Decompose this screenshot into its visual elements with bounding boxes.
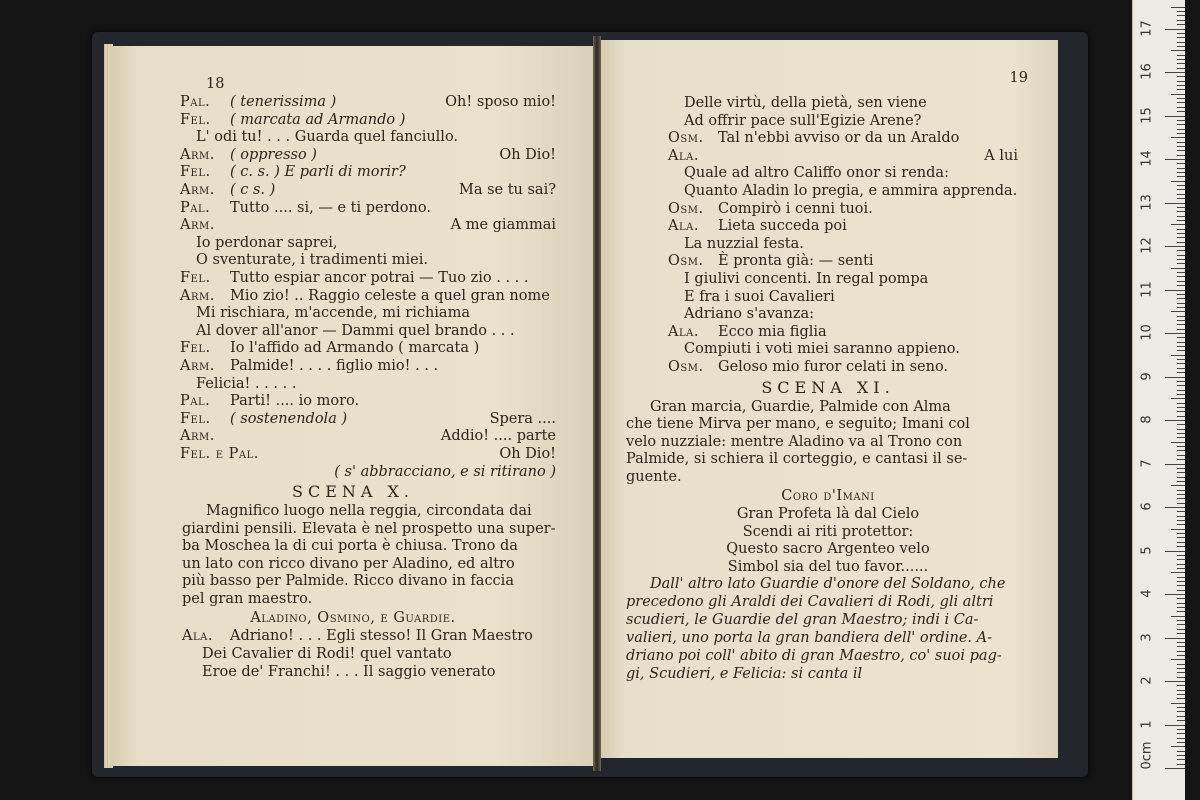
verse-line: Mio zio! .. Raggio celeste a quel gran nome	[230, 287, 550, 304]
verse-line: Palmide! . . . . figlio mio! . . .	[230, 358, 439, 374]
ruler-tick	[1171, 268, 1185, 269]
ruler-tick	[1177, 176, 1185, 177]
speaker-label: Osm.	[668, 200, 704, 217]
ruler-tick	[1177, 155, 1185, 156]
ruler-tick	[1177, 490, 1185, 491]
italic-direction-line: scudieri, le Guardie del gran Maestro; indi i Ca-	[626, 612, 979, 629]
ruler-tick	[1177, 385, 1185, 386]
speaker-label: Pal.	[180, 393, 211, 410]
ruler-number: 8	[1139, 415, 1155, 424]
ruler-tick	[1171, 616, 1185, 617]
verse-line: I giulivi concenti. In regal pompa	[684, 271, 929, 287]
speaker-label: Arm.	[180, 287, 215, 304]
verse-line-right: ( s' abbracciano, e si ritirano )	[334, 463, 556, 480]
ruler-tick	[1177, 59, 1185, 60]
ruler-tick	[1165, 333, 1185, 334]
chorus-line: Gran Profeta là dal Cielo	[736, 506, 920, 523]
ruler-number: 2	[1139, 676, 1155, 685]
ruler-tick	[1177, 142, 1185, 143]
chorus-line: Questo sacro Argenteo velo	[726, 541, 930, 558]
ruler-tick	[1177, 533, 1185, 534]
ruler-tick	[1171, 181, 1185, 182]
verse-line: Tutto espiar ancor potrai — Tuo zio . . . .	[230, 270, 529, 286]
ruler-tick	[1177, 446, 1185, 447]
ruler-tick	[1177, 63, 1185, 64]
ruler-tick	[1177, 642, 1185, 643]
ruler-tick	[1177, 459, 1185, 460]
ruler-tick	[1177, 468, 1185, 469]
ruler-tick	[1177, 711, 1185, 712]
verse-line: O sventurate, i tradimenti miei.	[196, 252, 428, 269]
ruler-tick	[1177, 455, 1185, 456]
ruler-tick	[1177, 337, 1185, 338]
ruler-tick	[1177, 255, 1185, 256]
ruler-tick	[1177, 624, 1185, 625]
verse-line-right: Addio! .... parte	[440, 428, 556, 445]
ruler-tick	[1177, 437, 1185, 438]
ruler-tick	[1177, 324, 1185, 325]
verse-line: Geloso mio furor celati in seno.	[718, 359, 949, 375]
ruler-tick	[1165, 464, 1185, 465]
verse-line: È pronta già: — senti	[718, 253, 874, 270]
scene-heading: SCENA X.	[292, 482, 414, 502]
ruler-tick	[1177, 368, 1185, 369]
ruler-tick	[1177, 542, 1185, 543]
ruler-tick	[1177, 424, 1185, 425]
ruler-tick	[1171, 529, 1185, 530]
ruler-tick	[1177, 216, 1185, 217]
ruler-tick	[1177, 520, 1185, 521]
verse-line-right: Oh Dio!	[499, 146, 556, 163]
cast-list: Aladino, Osmino, e Guardie.	[250, 610, 456, 627]
left-page	[110, 46, 596, 766]
ruler-tick	[1171, 311, 1185, 312]
ruler-tick	[1177, 555, 1185, 556]
ruler-number: 12	[1139, 237, 1155, 254]
ruler-tick	[1177, 738, 1185, 739]
verse-line-right: Spera ....	[489, 410, 556, 427]
ruler-tick	[1165, 507, 1185, 508]
right-page	[598, 40, 1058, 758]
ruler-tick	[1177, 285, 1185, 286]
ruler-tick	[1177, 111, 1185, 112]
ruler-tick	[1177, 272, 1185, 273]
ruler-tick	[1177, 620, 1185, 621]
ruler-tick	[1177, 503, 1185, 504]
ruler-tick	[1177, 298, 1185, 299]
chorus-line: Simbol sia del tuo favor......	[727, 558, 929, 575]
verse-line-right: Oh! sposo mio!	[445, 94, 556, 110]
ruler-tick	[1177, 146, 1185, 147]
ruler-tick	[1177, 742, 1185, 743]
ruler-tick	[1177, 307, 1185, 308]
ruler-tick	[1177, 242, 1185, 243]
verse-line: ( c s. )	[230, 182, 276, 198]
ruler-tick	[1177, 150, 1185, 151]
ruler-tick	[1177, 633, 1185, 634]
ruler-tick	[1177, 590, 1185, 591]
verse-line: Quale ad altro Califfo onor si renda:	[684, 165, 949, 182]
ruler-tick	[1177, 433, 1185, 434]
speaker-label: Fel.	[180, 270, 211, 286]
verse-line-right: A lui	[984, 147, 1018, 164]
ruler-tick	[1177, 107, 1185, 108]
ruler-tick	[1165, 725, 1185, 726]
chorus-title: Coro d'Imani	[781, 488, 875, 505]
ruler-tick	[1177, 755, 1185, 756]
ruler-tick	[1171, 659, 1185, 660]
italic-direction-line: Dall' altro lato Guardie d'onore del Soldano, che	[650, 576, 1006, 593]
ruler-number: 9	[1139, 371, 1155, 381]
stage-direction-line: che tiene Mirva per mano, e seguito; Imani col	[626, 416, 970, 433]
stage-direction-line: velo nuzziale: mentre Aladino va al Trono con	[626, 433, 963, 450]
verse-line-right: Ma se tu sai?	[458, 182, 556, 198]
ruler-tick	[1165, 551, 1185, 552]
verse-line: ( tenerissima )	[230, 94, 337, 110]
ruler-tick	[1177, 124, 1185, 125]
verse-line: ( oppresso )	[230, 146, 317, 163]
ruler-tick	[1177, 102, 1185, 103]
ruler-tick	[1177, 233, 1185, 234]
ruler-tick	[1171, 137, 1185, 138]
ruler-tick	[1177, 564, 1185, 565]
ruler-tick	[1177, 585, 1185, 586]
ruler-tick	[1177, 685, 1185, 686]
italic-direction-line: precedono gli Araldi dei Cavalieri di Rodi, gli altri	[626, 594, 994, 611]
ruler-tick	[1177, 498, 1185, 499]
ruler-number: 6	[1139, 502, 1155, 511]
ruler-tick	[1177, 250, 1185, 251]
ruler-tick	[1177, 237, 1185, 238]
ruler-tick	[1171, 50, 1185, 51]
ruler-tick	[1177, 629, 1185, 630]
stage-direction-line: un lato con ricco divano per Aladino, ed altro	[182, 555, 515, 572]
ruler-tick	[1177, 577, 1185, 578]
ruler-tick	[1177, 429, 1185, 430]
page-number: 18	[206, 76, 225, 92]
speaker-label: Osm.	[668, 253, 704, 270]
italic-direction-line: gi, Scudieri, e Felicia: si canta il	[626, 666, 863, 683]
speaker-label: Fel.	[180, 340, 211, 357]
ruler-tick	[1177, 24, 1185, 25]
ruler-number: 5	[1139, 545, 1155, 555]
speaker-label: Arm.	[180, 428, 215, 445]
verse-line: L' odi tu! . . . Guarda quel fanciullo.	[196, 129, 459, 146]
verse-line-right: A me giammai	[450, 217, 556, 234]
ruler-number: 17	[1139, 19, 1155, 37]
verse-line: Compirò i cenni tuoi.	[718, 200, 873, 217]
ruler-tick	[1177, 720, 1185, 721]
ruler-tick	[1177, 598, 1185, 599]
stage-direction-line: Palmide, si schiera il corteggio, e cantasi il se-	[626, 451, 968, 468]
ruler-tick	[1177, 729, 1185, 730]
ruler-tick	[1177, 163, 1185, 164]
ruler-tick	[1177, 707, 1185, 708]
ruler-tick	[1177, 89, 1185, 90]
ruler-tick	[1165, 420, 1185, 421]
ruler-tick	[1165, 594, 1185, 595]
speaker-label: Pal.	[180, 94, 211, 110]
ruler-tick	[1177, 494, 1185, 495]
verse-line: Felicia! . . . . .	[196, 375, 297, 392]
ruler-tick	[1177, 611, 1185, 612]
ruler-number: 10	[1139, 324, 1155, 341]
ruler-tick	[1177, 316, 1185, 317]
ruler-number: 16	[1139, 63, 1155, 80]
ruler-tick	[1177, 664, 1185, 665]
ruler-tick	[1171, 355, 1185, 356]
ruler-tick	[1177, 294, 1185, 295]
verse-line: Compiuti i voti miei saranno appieno.	[684, 341, 960, 358]
ruler-tick	[1177, 342, 1185, 343]
ruler-tick	[1177, 381, 1185, 382]
speaker-label: Fel.	[180, 111, 211, 128]
ruler-tick	[1177, 76, 1185, 77]
ruler-tick	[1177, 690, 1185, 691]
book-gutter	[593, 36, 601, 771]
ruler-tick	[1165, 681, 1185, 682]
ruler-tick	[1177, 281, 1185, 282]
stage-direction-line: guente.	[626, 468, 682, 485]
ruler-tick	[1177, 168, 1185, 169]
ruler-number: 11	[1139, 280, 1155, 298]
verse-line: Quanto Aladin lo pregia, e ammira apprenda.	[684, 183, 1018, 199]
italic-direction-line: driano poi coll' abito di gran Maestro, co' suoi pag-	[626, 648, 1002, 665]
ruler-tick	[1177, 276, 1185, 277]
stage-direction-line: pel gran maestro.	[182, 590, 313, 607]
ruler-tick	[1177, 198, 1185, 199]
ruler-tick	[1177, 607, 1185, 608]
ruler-tick	[1177, 559, 1185, 560]
ruler-tick	[1177, 329, 1185, 330]
ruler-tick	[1177, 698, 1185, 699]
ruler-tick	[1171, 224, 1185, 225]
verse-line: ( marcata ad Armando )	[230, 111, 406, 128]
stage-direction-line: Gran marcia, Guardie, Palmide con Alma	[650, 398, 951, 415]
chorus-line: Scendi ai riti protettor:	[742, 523, 914, 540]
ruler-tick	[1177, 694, 1185, 695]
ruler-tick	[1177, 416, 1185, 417]
ruler-tick	[1177, 194, 1185, 195]
ruler-tick	[1177, 185, 1185, 186]
speaker-label: Osm.	[668, 359, 704, 375]
speaker-label: Fel. e Pal.	[180, 446, 259, 462]
verse-line: Ecco mia figlia	[718, 323, 827, 340]
ruler-number: 1	[1139, 719, 1155, 729]
ruler-number: 3	[1139, 632, 1155, 642]
ruler-tick	[1177, 390, 1185, 391]
ruler-tick	[1177, 42, 1185, 43]
ruler-tick	[1177, 677, 1185, 678]
ruler-tick	[1177, 672, 1185, 673]
ruler-tick	[1177, 655, 1185, 656]
ruler-tick	[1177, 450, 1185, 451]
ruler-tick	[1177, 407, 1185, 408]
ruler-number: 14	[1139, 150, 1155, 167]
ruler-tick	[1165, 159, 1185, 160]
ruler-tick	[1165, 768, 1185, 769]
ruler-unit-label: 0cm	[1139, 741, 1155, 770]
ruler-tick	[1177, 211, 1185, 212]
ruler-tick	[1165, 638, 1185, 639]
ruler-tick	[1177, 133, 1185, 134]
ruler-tick	[1177, 259, 1185, 260]
ruler-tick	[1177, 372, 1185, 373]
verse-line: Delle virtù, della pietà, sen viene	[684, 95, 927, 111]
verse-line: Adriano! . . . Egli stesso! Il Gran Maestro	[230, 628, 533, 645]
speaker-label: Arm.	[180, 182, 215, 198]
speaker-label: Ala.	[182, 628, 213, 645]
verse-line: Al dover all'anor — Dammi quel brando . . .	[196, 322, 515, 339]
ruler-number: 4	[1139, 589, 1155, 598]
measuring-ruler	[1132, 0, 1185, 800]
ruler-tick	[1177, 303, 1185, 304]
ruler-tick	[1177, 33, 1185, 34]
ruler-tick	[1177, 581, 1185, 582]
verse-line: Tal n'ebbi avviso or da un Araldo	[718, 130, 960, 147]
ruler-tick	[1177, 359, 1185, 360]
stage-direction-line: ba Moschea la di cui porta è chiusa. Trono da	[182, 538, 518, 555]
verse-line: Mi rischiara, m'accende, mi richiama	[196, 305, 470, 322]
verse-line: Ad offrir pace sull'Egizie Arene?	[684, 112, 922, 129]
ruler-tick	[1177, 189, 1185, 190]
ruler-tick	[1177, 350, 1185, 351]
ruler-tick	[1171, 398, 1185, 399]
ruler-tick	[1177, 11, 1185, 12]
ruler-tick	[1177, 172, 1185, 173]
verse-line-right: Oh Dio!	[499, 446, 556, 462]
verse-line: ( sostenendola )	[230, 410, 348, 427]
ruler-tick	[1177, 229, 1185, 230]
ruler-tick	[1177, 751, 1185, 752]
speaker-label: Arm.	[180, 146, 215, 163]
speaker-label: Ala.	[668, 218, 699, 235]
verse-line: Dei Cavalier di Rodi! quel vantato	[202, 646, 452, 663]
ruler-tick	[1177, 477, 1185, 478]
ruler-tick	[1171, 442, 1185, 443]
ruler-tick	[1171, 703, 1185, 704]
ruler-tick	[1177, 68, 1185, 69]
verse-line: Io perdonar saprei,	[196, 234, 338, 251]
scene-heading: SCENA XI.	[761, 377, 895, 397]
speaker-label: Arm.	[180, 358, 215, 374]
ruler-tick	[1177, 120, 1185, 121]
ruler-tick	[1177, 668, 1185, 669]
verse-line: Lieta succeda poi	[718, 218, 847, 235]
ruler-tick	[1177, 764, 1185, 765]
ruler-tick	[1177, 15, 1185, 16]
ruler-tick	[1177, 603, 1185, 604]
verse-line: Tutto .... si, — e ti perdono.	[230, 199, 431, 216]
ruler-tick	[1171, 94, 1185, 95]
speaker-label: Ala.	[668, 147, 699, 164]
ruler-tick	[1177, 546, 1185, 547]
ruler-tick	[1177, 263, 1185, 264]
speaker-label: Arm.	[180, 217, 215, 234]
verse-line: Adriano s'avanza:	[684, 306, 815, 323]
ruler-tick	[1177, 524, 1185, 525]
ruler-tick	[1165, 29, 1185, 30]
ruler-tick	[1177, 37, 1185, 38]
verse-line: E fra i suoi Cavalieri	[684, 288, 835, 305]
ruler-tick	[1177, 472, 1185, 473]
verse-line: Parti! .... io moro.	[230, 393, 360, 410]
ruler-tick	[1177, 511, 1185, 512]
ruler-tick	[1171, 485, 1185, 486]
verse-line: La nuzzial festa.	[684, 235, 804, 252]
ruler-tick	[1177, 651, 1185, 652]
ruler-number: 15	[1139, 106, 1155, 124]
verse-line: Io l'affido ad Armando ( marcata )	[230, 340, 480, 357]
ruler-tick	[1177, 81, 1185, 82]
italic-direction-line: valieri, uno porta la gran bandiera dell' ordine. A-	[626, 630, 992, 647]
speaker-label: Ala.	[668, 323, 699, 340]
ruler-tick	[1177, 98, 1185, 99]
ruler-tick	[1177, 716, 1185, 717]
ruler-tick	[1177, 403, 1185, 404]
ruler-tick	[1177, 220, 1185, 221]
ruler-tick	[1165, 72, 1185, 73]
ruler-tick	[1165, 377, 1185, 378]
ruler-tick	[1177, 129, 1185, 130]
ruler-tick	[1177, 481, 1185, 482]
speaker-label: Osm.	[668, 130, 704, 147]
ruler-tick	[1177, 207, 1185, 208]
ruler-tick	[1177, 568, 1185, 569]
ruler-number: 7	[1139, 458, 1155, 468]
ruler-tick	[1165, 290, 1185, 291]
ruler-tick	[1177, 394, 1185, 395]
verse-line: Eroe de' Franchi! . . . Il saggio venerato	[202, 664, 496, 681]
ruler-tick	[1177, 20, 1185, 21]
ruler-tick	[1165, 116, 1185, 117]
ruler-tick	[1177, 537, 1185, 538]
ruler-tick	[1177, 346, 1185, 347]
ruler-tick	[1177, 85, 1185, 86]
ruler-number: 13	[1139, 193, 1155, 211]
ruler-tick	[1165, 246, 1185, 247]
ruler-tick	[1171, 746, 1185, 747]
ruler-tick	[1177, 55, 1185, 56]
ruler-tick	[1177, 516, 1185, 517]
ruler-tick	[1177, 411, 1185, 412]
stage-direction-line: Magnifico luogo nella reggia, circondata dai	[206, 503, 532, 520]
ruler-tick	[1177, 363, 1185, 364]
speaker-label: Fel.	[180, 164, 211, 181]
ruler-tick	[1177, 320, 1185, 321]
ruler-tick	[1171, 572, 1185, 573]
ruler-tick	[1165, 203, 1185, 204]
verse-line: ( c. s. ) E parli di morir?	[230, 164, 406, 181]
page-number: 19	[1009, 70, 1028, 86]
ruler-tick	[1171, 7, 1185, 8]
ruler-tick	[1177, 46, 1185, 47]
ruler-tick	[1177, 733, 1185, 734]
stage-direction-line: giardini pensili. Elevata è nel prospetto una super-	[182, 520, 556, 537]
ruler-tick	[1177, 646, 1185, 647]
stage-direction-line: più basso per Palmide. Ricco divano in faccia	[182, 573, 514, 590]
ruler-tick	[1177, 759, 1185, 760]
speaker-label: Pal.	[180, 199, 211, 216]
speaker-label: Fel.	[180, 410, 211, 427]
